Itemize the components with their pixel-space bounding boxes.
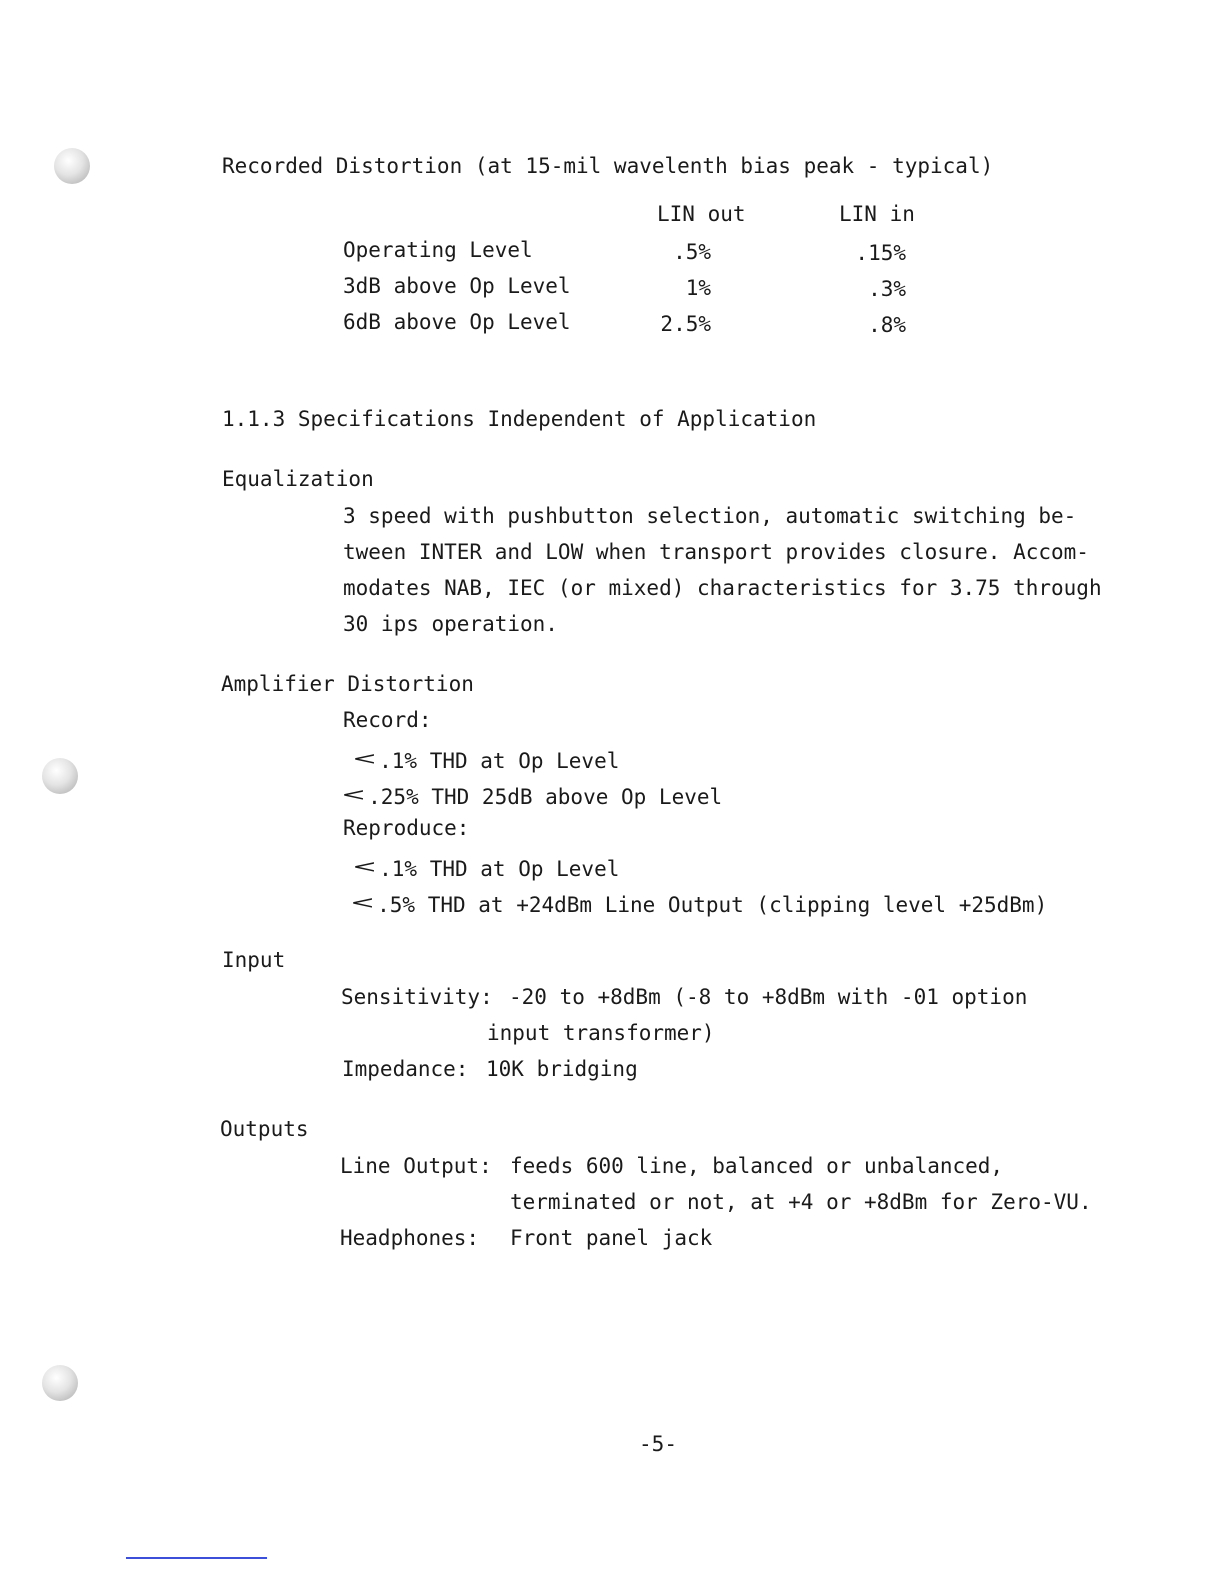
record-item: <.25% THD 25dB above Op Level	[341, 784, 723, 809]
headphones-value: Front panel jack	[510, 1226, 713, 1250]
table-cell-lin-in: .15%	[855, 241, 906, 265]
table-cell-lin-out: 1%	[685, 276, 711, 300]
table-row-label: Operating Level	[343, 238, 533, 262]
column-header-lin-out: LIN out	[657, 202, 746, 226]
reproduce-label: Reproduce:	[343, 816, 470, 840]
table-row-label: 3dB above Op Level	[343, 274, 571, 298]
recorded-distortion-title: Recorded Distortion (at 15-mil wavelenth bias peak - typical)	[222, 154, 994, 178]
equalization-label: Equalization	[222, 467, 374, 491]
table-cell-lin-in: .3%	[868, 277, 906, 301]
headphones-label: Headphones:	[340, 1226, 480, 1250]
section-heading: 1.1.3 Specifications Independent of Application	[222, 407, 817, 431]
record-label: Record:	[343, 708, 432, 732]
column-header-lin-in: LIN in	[839, 202, 915, 226]
scan-edge-line	[126, 1557, 267, 1559]
impedance-value: 10K bridging	[486, 1057, 638, 1081]
sensitivity-value-continued: input transformer)	[487, 1021, 715, 1045]
equalization-line: tween INTER and LOW when transport provides closure. Accom-	[343, 540, 1089, 564]
table-cell-lin-in: .8%	[868, 313, 906, 337]
page-number: -5-	[639, 1432, 677, 1456]
binder-hole-middle	[42, 758, 78, 794]
input-label: Input	[222, 948, 286, 972]
equalization-line: 3 speed with pushbutton selection, automatic switching be-	[343, 504, 1077, 528]
less-than-symbol: <	[352, 748, 378, 770]
reproduce-item: <.5% THD at +24dBm Line Output (clipping level +25dBm)	[350, 892, 1048, 917]
impedance-label: Impedance:	[342, 1057, 469, 1081]
table-row-label: 6dB above Op Level	[343, 310, 571, 334]
reproduce-item: <.1% THD at Op Level	[352, 856, 620, 881]
sensitivity-value: -20 to +8dBm (-8 to +8dBm with -01 option	[509, 985, 1028, 1009]
less-than-symbol: <	[341, 784, 367, 806]
equalization-line: modates NAB, IEC (or mixed) characteristics for 3.75 through	[343, 576, 1102, 600]
table-cell-lin-out: .5%	[673, 240, 711, 264]
amplifier-distortion-label: Amplifier Distortion	[221, 672, 474, 696]
less-than-symbol: <	[352, 856, 378, 878]
binder-hole-bottom	[42, 1365, 78, 1401]
record-item: <.1% THD at Op Level	[352, 748, 620, 773]
line-output-value-continued: terminated or not, at +4 or +8dBm for Zero-VU.	[510, 1190, 1092, 1214]
table-cell-lin-out: 2.5%	[660, 312, 711, 336]
outputs-label: Outputs	[220, 1117, 309, 1141]
equalization-line: 30 ips operation.	[343, 612, 558, 636]
line-output-label: Line Output:	[340, 1154, 492, 1178]
sensitivity-label: Sensitivity:	[341, 985, 493, 1009]
binder-hole-top	[54, 148, 90, 184]
less-than-symbol: <	[350, 892, 376, 914]
line-output-value: feeds 600 line, balanced or unbalanced,	[510, 1154, 1004, 1178]
